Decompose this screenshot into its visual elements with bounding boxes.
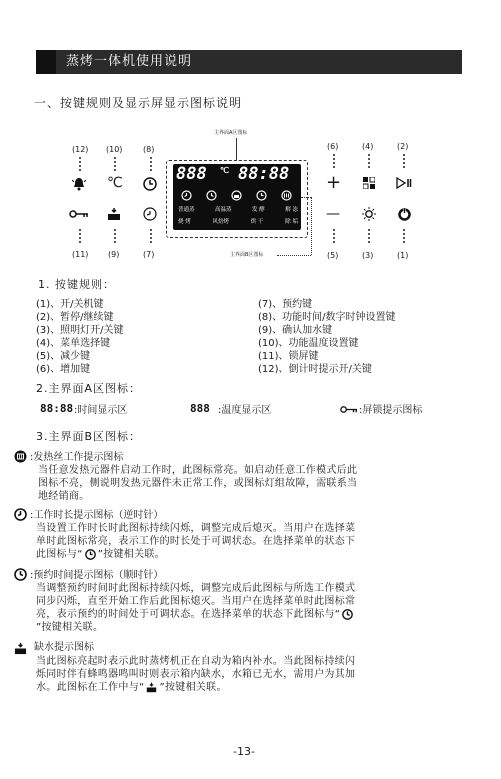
temp-display-glyph: 888 [190, 402, 210, 415]
play-pause-icon[interactable] [396, 176, 412, 190]
key-number-10: (10) [106, 145, 123, 154]
mode-label: 解 冻 [285, 207, 298, 213]
key-rule-item: (4)、菜单选择键 [36, 338, 111, 349]
water-desc-text: 水。此图标在工作中与“ [36, 682, 145, 693]
mode-label: 烘 干 [250, 219, 264, 225]
reserve-desc-line [36, 608, 353, 622]
dotted-leader [114, 157, 118, 171]
mode-label: 发 酵 [252, 207, 265, 213]
heater-title: :发热丝工作提示图标 [30, 452, 124, 463]
page-number: -13- [233, 745, 255, 758]
add-water-icon[interactable] [106, 206, 122, 222]
key-number-2: (2) [397, 142, 409, 151]
area-a-title: 2.主界面A区图标： [36, 382, 142, 395]
heater-icon [14, 450, 27, 463]
time-display-label: :时间显示区 [74, 405, 128, 416]
mode-label: 除 垢 [285, 219, 298, 225]
mode-label: 高温蒸 [215, 207, 232, 213]
area-a-leader [236, 138, 237, 160]
key-number-4: (4) [362, 142, 374, 151]
key-rule-item: (9)、确认加水键 [258, 325, 333, 336]
display-heater-icon [280, 189, 292, 201]
dotted-leader [333, 229, 337, 243]
display-time-digits: 88:88 [238, 164, 290, 184]
key-rule-item: (2)、暂停/继续键 [36, 312, 114, 323]
key-rules-right-list [258, 298, 396, 376]
water-desc-text: ”按键相关联。 [159, 682, 227, 693]
header-accent [36, 50, 56, 74]
decrease-key-icon[interactable]: — [326, 206, 340, 222]
area-a-label: 主界面A区图标 [214, 130, 248, 136]
reserve-desc-text: 亮，表示预约的时间处于可调状态。在选择菜单的状态下此图标与“ [36, 609, 341, 620]
water-title: 缺水提示图标 [34, 642, 94, 653]
key-number-12: (12) [72, 145, 89, 154]
key-rule-item: (5)、减少键 [36, 351, 91, 362]
display-clock-icon [255, 189, 267, 201]
heater-desc-line: 地经销商。 [38, 491, 90, 502]
area-b-leader [311, 197, 312, 255]
countdown-clock-icon [14, 508, 27, 521]
display-water-icon [230, 189, 242, 201]
reserve-key-icon [342, 609, 353, 620]
menu-grid-icon[interactable] [362, 176, 376, 190]
display-mode-row-1 [178, 207, 298, 214]
key-rule-item: (12)、倒计时提示开/关键 [258, 364, 372, 375]
water-shortage-icon [13, 641, 27, 655]
key-rule-item: (3)、照明灯开/关键 [36, 325, 124, 336]
reserve-clock-icon [14, 568, 27, 581]
lock-label: :屏锁提示图标 [359, 405, 423, 416]
key-number-1: (1) [397, 251, 409, 260]
countdown-desc-line: 当设置工作时长时此图标持续闪烁，调整完成后熄灭。当用户在选择菜 [36, 523, 356, 534]
temp-display-label: :温度显示区 [218, 405, 272, 416]
key-rule-item: (1)、开/关机键 [36, 299, 104, 310]
area-b-leader [301, 197, 311, 198]
water-desc-line [36, 681, 227, 695]
display-reserve-icon [205, 189, 217, 201]
heater-desc-line: 图标不亮，侧说明发热元器件未正常工作，或图标灯组故障，需联系当 [38, 478, 358, 489]
key-rules-left-list [36, 298, 124, 376]
key-rule-item: (11)、锁屏键 [258, 351, 319, 362]
dotted-leader [368, 154, 372, 168]
increase-key-icon[interactable]: + [326, 172, 342, 193]
add-water-icon [146, 682, 157, 693]
dotted-leader [403, 229, 407, 243]
water-desc-line: 烁同时伴有蜂鸣器鸣叫时则表示箱内缺水，水箱已无水，需用户为其加 [36, 669, 356, 680]
key-number-3: (3) [362, 251, 374, 260]
key-number-7: (7) [143, 250, 155, 259]
display-countdown-icon [180, 189, 192, 201]
key-rules-title: 1. 按键规则： [38, 278, 115, 291]
reserve-desc-line: 当调整预约时间时此图标持续闪烁，调整完成后此图标与所选工作模式 [36, 583, 356, 594]
mode-label: 普通蒸 [178, 207, 195, 213]
section-title: 一、按键规则及显示屏显示图标说明 [34, 96, 243, 110]
key-number-9: (9) [108, 250, 120, 259]
key-number-8: (8) [143, 145, 155, 154]
mode-label: 烧 烤 [178, 219, 191, 225]
area-b-label: 主界面B区图标 [230, 252, 264, 258]
temperature-key-icon[interactable]: ℃ [107, 175, 123, 191]
dotted-leader [333, 154, 337, 168]
countdown-bell-icon[interactable] [71, 176, 87, 192]
reserve-clock-icon[interactable] [142, 206, 158, 222]
key-rule-item: (7)、预约键 [258, 299, 313, 310]
countdown-desc-text: ”按键相关联。 [97, 549, 165, 560]
page-title: 蒸烤一体机使用说明 [66, 54, 193, 69]
function-time-icon [85, 549, 96, 560]
dotted-leader [403, 154, 407, 168]
water-desc-line: 当此图标亮起时表示此时蒸烤机正在自动为箱内补水。当此图标持续闪 [36, 656, 356, 667]
lock-icon [340, 404, 358, 414]
mode-label: 风焙烤 [212, 219, 229, 225]
area-b-title: 3.主界面B区图标： [36, 430, 142, 443]
key-number-6: (6) [327, 142, 339, 151]
dotted-leader [79, 229, 83, 243]
function-time-icon[interactable] [142, 176, 158, 192]
key-rule-item: (8)、功能时间/数字时钟设置键 [258, 312, 396, 323]
display-temp-unit: ℃ [220, 166, 229, 175]
heater-desc-line: 当任意发热元器件启动工作时，此图标常亮。如启动任意工作模式后此 [38, 465, 358, 476]
key-number-5: (5) [327, 251, 339, 260]
reserve-desc-line: ”按键相关联。 [36, 622, 104, 633]
key-rule-item: (10)、功能温度设置键 [258, 338, 359, 349]
light-bulb-icon[interactable] [362, 207, 376, 221]
lock-key-icon[interactable] [69, 208, 89, 220]
countdown-desc-text: 此图标与“ [36, 549, 83, 560]
dotted-leader [150, 229, 154, 243]
countdown-title: :工作时长提示图标（逆时针） [30, 510, 164, 521]
key-rule-item: (6)、增加键 [36, 364, 91, 375]
dotted-leader [79, 157, 83, 171]
display-temp-digits: 888 [176, 164, 207, 184]
display-mode-row-2 [178, 219, 298, 226]
countdown-desc-line: 单时此图标常亮，表示工作的时长处于可调状态。在选择菜单的状态下 [36, 536, 356, 547]
area-b-leader [277, 255, 311, 256]
dotted-leader [368, 229, 372, 243]
power-icon[interactable] [397, 207, 411, 221]
dotted-leader [114, 229, 118, 243]
dotted-leader [150, 157, 154, 171]
key-number-11: (11) [72, 250, 89, 259]
reserve-title: :预约时间提示图标（顺时针） [30, 570, 164, 581]
time-display-glyph: 88:88 [40, 402, 74, 415]
reserve-desc-line: 同步闪烁，直至开始工作后此图标熄灭。当用户在选择菜单时此图标常 [36, 596, 356, 607]
countdown-desc-line [36, 548, 165, 562]
